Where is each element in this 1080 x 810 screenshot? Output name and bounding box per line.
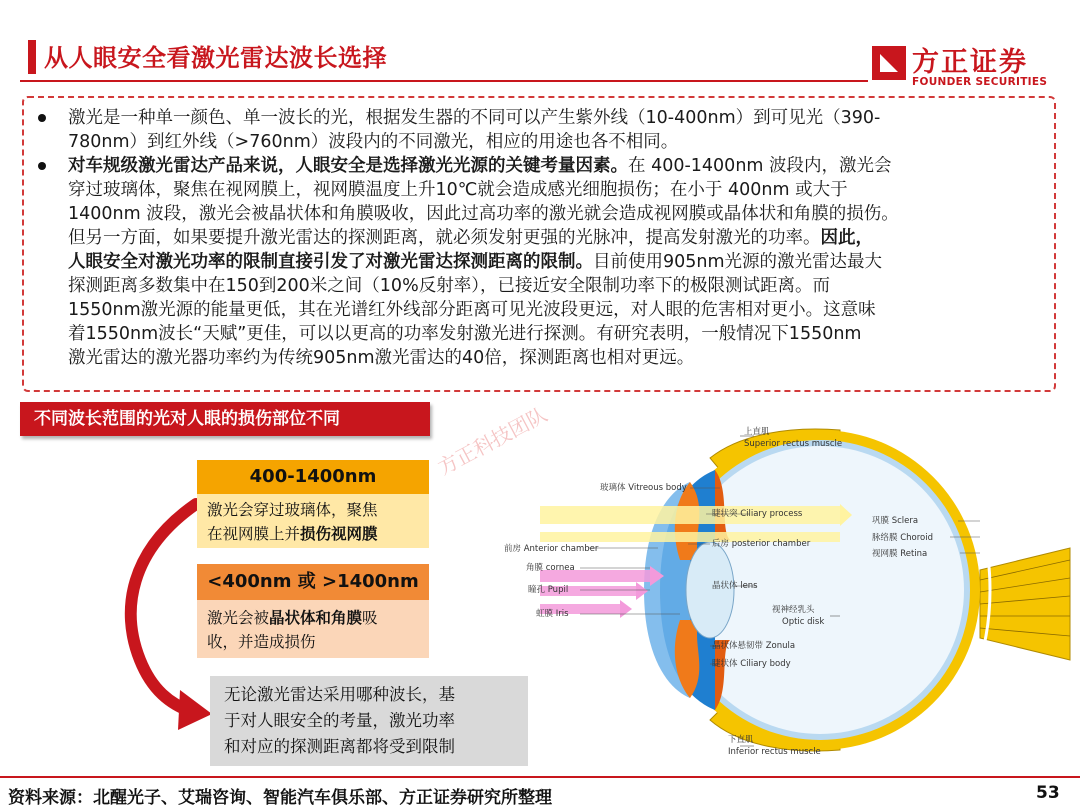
label-zonula: 晶状体悬韧带 Zonula: [712, 641, 796, 651]
bullet2-line: 1550nm激光源的能量更低，其在光谱红外线部分距离可见光波段更远，对人眼的危害相对更小。这意味: [68, 300, 876, 320]
label-sclera: 巩膜 Sclera: [872, 516, 919, 526]
optic-nerve-shape: [980, 548, 1070, 660]
uv-farir-box-text: 收，并造成损伤: [207, 633, 316, 651]
body-text: 吸: [362, 609, 378, 627]
bullet1-line: 激光是一种单一颜色、单一波长的光，根据发生器的不同可以产生紫外线（10-400nm）到可见光（390-: [68, 108, 881, 128]
page-number: 53: [1036, 783, 1060, 803]
conclusion-text: 和对应的探测距离都将受到限制: [224, 737, 455, 756]
uv-farir-box-text: [207, 606, 378, 630]
title-underline: [20, 80, 868, 82]
label-optic-en: Optic disk: [782, 617, 825, 627]
label-pupil: 瞳孔 Pupil: [528, 585, 569, 595]
founder-logo-icon: [872, 46, 906, 80]
conclusion-text: 无论激光雷达采用哪种波长，基: [224, 685, 455, 704]
bullet2-line: [68, 226, 873, 250]
emphasis-text: 人眼安全对激光功率的限制直接引发了对激光雷达探测距离的限制。: [68, 252, 593, 272]
emphasis-text: 对车规级激光雷达产品来说，人眼安全是选择激光光源的关键考量因素。: [68, 156, 628, 176]
uv-beam-3-head: [620, 600, 632, 618]
label-ciliary-process: 睫状突 Ciliary process: [712, 509, 803, 519]
bullet2-line: [68, 154, 892, 178]
bullet-dot: [38, 162, 46, 170]
bullet-dot: [38, 114, 46, 122]
footer-rule: [0, 776, 1080, 778]
visible-ir-box-text: [207, 522, 378, 546]
section-label: 不同波长范围的光对人眼的损伤部位不同: [20, 402, 430, 436]
logo-name-en: FOUNDER SECURITIES: [912, 76, 1048, 88]
label-superior-en: Superior rectus muscle: [744, 439, 843, 449]
label-ciliary-body: 睫状体 Ciliary body: [712, 659, 791, 669]
emphasis-text: 因此，: [820, 228, 873, 248]
title-accent-bar: [28, 40, 36, 74]
label-vitreous: 玻璃体 Vitreous body: [600, 483, 687, 493]
bullet1-line: 780nm）到红外线（>760nm）波段内的不同激光，相应的用途也各不相同。: [68, 132, 679, 152]
source-note: 资料来源：北醒光子、艾瑞咨询、智能汽车俱乐部、方正证券研究所整理: [8, 788, 552, 808]
visible-ir-box-title: 400-1400nm: [197, 460, 429, 494]
summary-text-box: [22, 96, 1056, 392]
label-choroid: 脉络膜 Choroid: [872, 533, 933, 543]
body-text: 在视网膜上并: [207, 525, 301, 543]
conclusion-box: [210, 676, 528, 766]
label-cornea: 角膜 cornea: [526, 563, 575, 573]
body-text: 但另一方面，如果要提升激光雷达的探测距离，就必须发射更强的光脉冲，提高发射激光的功率。: [68, 228, 821, 248]
bullet2-line: 激光雷达的激光器功率约为传统905nm激光雷达的40倍，探测距离也相对更远。: [68, 348, 695, 368]
logo-name-cn: 方正证券: [912, 47, 1028, 78]
label-optic-cn: 视神经乳头: [772, 605, 815, 615]
bullet2-line: 着1550nm波长“天赋”更佳，可以以更高的功率发射激光进行探测。有研究表明，一般情况下1550nm: [68, 324, 862, 344]
label-posterior: 后房 posterior chamber: [712, 539, 811, 549]
bullet2-line: [68, 250, 882, 274]
label-anterior: 前房 Anterior chamber: [504, 544, 599, 554]
label-inferior-cn: 下直肌: [728, 735, 754, 745]
bullet2-line: 穿过玻璃体，聚焦在视网膜上，视网膜温度上升10℃就会造成感光细胞损伤；在小于 400nm 或大于: [68, 180, 848, 200]
watermark: 方正科技团队: [433, 402, 552, 480]
label-inferior-en: Inferior rectus muscle: [728, 747, 821, 757]
body-text: 在 400-1400nm 波段内，激光会: [628, 156, 892, 176]
body-text: 目前使用905nm光源的激光雷达最大: [593, 252, 883, 272]
body-text: 激光会被: [207, 609, 270, 627]
bullet2-line: 探测距离多数集中在150到200米之间（10%反射率），已接近安全限制功率下的极限测试距离。而: [68, 276, 830, 296]
eye-anatomy-diagram: [504, 420, 1070, 760]
uv-farir-box: [197, 564, 429, 658]
page-title: 从人眼安全看激光雷达波长选择: [44, 44, 387, 72]
emphasis-text: 晶状体和角膜: [269, 609, 363, 627]
label-iris: 虹膜 Iris: [536, 609, 569, 619]
label-lens: 晶状体 lens: [712, 581, 758, 591]
label-retina: 视网膜 Retina: [872, 549, 928, 559]
bullet2-line: 1400nm 波段，激光会被晶状体和角膜吸收，因此过高功率的激光就会造成视网膜或晶体状和角膜的损伤。: [68, 204, 899, 224]
uv-farir-box-title: <400nm 或 >1400nm: [197, 564, 429, 600]
emphasis-text: 损伤视网膜: [300, 525, 378, 543]
label-superior-cn: 上直肌: [744, 427, 770, 437]
visible-ir-box-text: 激光会穿过玻璃体，聚焦: [207, 501, 378, 519]
visible-ir-box: [197, 460, 429, 548]
conclusion-text: 于对人眼安全的考量，激光功率: [224, 711, 455, 730]
